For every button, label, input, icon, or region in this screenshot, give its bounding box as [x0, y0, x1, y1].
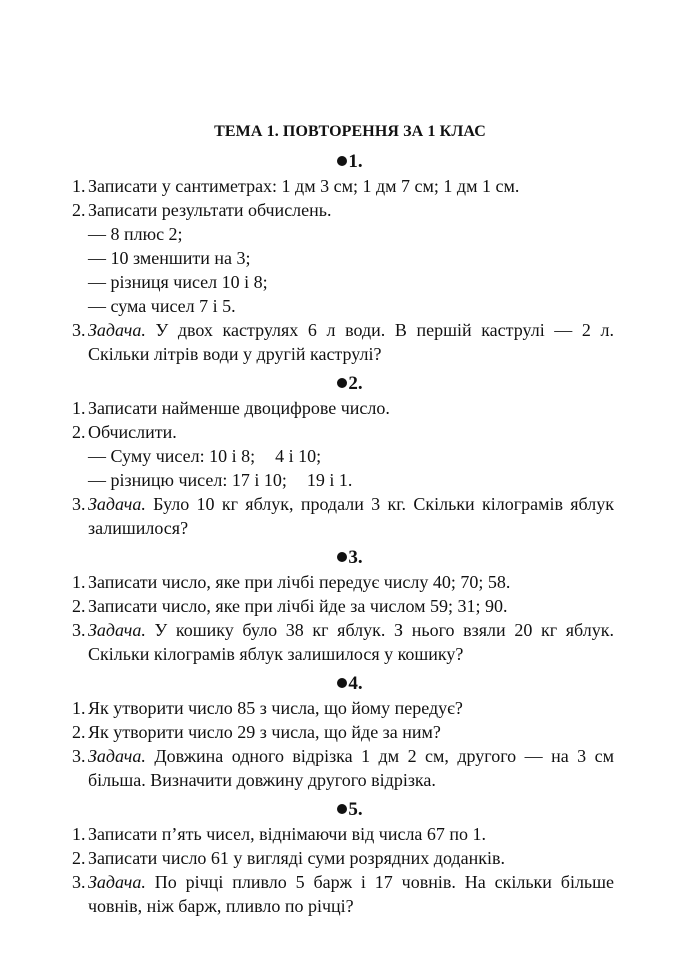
- bullet-icon: [337, 552, 347, 562]
- section-heading: 4.: [86, 672, 614, 696]
- page-title: ТЕМА 1. ПОВТОРЕННЯ ЗА 1 КЛАС: [214, 123, 486, 140]
- section-1: [74, 150, 614, 366]
- section-heading: 5.: [86, 798, 614, 822]
- bullet-icon: [337, 678, 347, 688]
- list-item: 2. Обчислити.: [72, 422, 177, 442]
- task-item: 3. Задача. Було 10 кг яблук, продали 3 кг. Скільки кілограмів яблук залишилося?: [72, 494, 614, 538]
- document-page: [74, 122, 614, 924]
- bullet-icon: [337, 378, 347, 388]
- list-item: 2. Записати число 61 у вигляді суми розрядних доданків.: [72, 848, 505, 868]
- list-item: 1. Записати п’ять чисел, віднімаючи від числа 67 по 1.: [72, 824, 487, 844]
- section-3: [74, 546, 614, 666]
- section-heading: 2.: [86, 372, 614, 396]
- bullet-icon: [337, 156, 347, 166]
- section-2: [74, 372, 614, 540]
- sub-item: — різницю чисел: 17 і 10; 19 і 1.: [88, 470, 353, 490]
- sub-item: — 8 плюс 2;: [88, 224, 183, 244]
- task-label: Задача.: [88, 620, 146, 640]
- list-item: 1. Записати у сантиметрах: 1 дм 3 см; 1 дм 7 см; 1 дм 1 см.: [72, 176, 520, 196]
- task-label: Задача.: [88, 494, 146, 514]
- list-item: 2. Записати результати обчислень.: [72, 200, 332, 220]
- sub-item: — Суму чисел: 10 і 8; 4 і 10;: [88, 446, 322, 466]
- task-item: 3. Задача. У кошику було 38 кг яблук. З нього взяли 20 кг яблук. Скільки кілограмів яблук залишилося у кошику?: [72, 620, 614, 664]
- task-label: Задача.: [88, 746, 146, 766]
- list-item: 2. Як утворити число 29 з числа, що йде за ним?: [72, 722, 441, 742]
- sub-item: — сума чисел 7 і 5.: [88, 296, 236, 316]
- task-item: 3. Задача. Довжина одного відрізка 1 дм 2 см, другого — на 3 см більша. Визначити довжину другого відрізка.: [72, 746, 614, 790]
- list-item: 2. Записати число, яке при лічбі йде за числом 59; 31; 90.: [72, 596, 508, 616]
- task-item: 3. Задача. По річці пливло 5 барж і 17 човнів. На скільки більше човнів, ніж барж, пливло по річці?: [72, 872, 614, 916]
- list-item: 1. Як утворити число 85 з числа, що йому передує?: [72, 698, 463, 718]
- list-item: 1. Записати найменше двоцифрове число.: [72, 398, 390, 418]
- section-heading: 1.: [86, 150, 614, 174]
- section-4: [74, 672, 614, 792]
- task-item: 3. Задача. У двох каструлях 6 л води. В першій каструлі — 2 л. Скільки літрів води у другій каструлі?: [72, 320, 614, 364]
- sub-item: — 10 зменшити на 3;: [88, 248, 251, 268]
- task-label: Задача.: [88, 872, 146, 892]
- section-5: [74, 798, 614, 918]
- section-heading: 3.: [86, 546, 614, 570]
- bullet-icon: [337, 804, 347, 814]
- task-label: Задача.: [88, 320, 146, 340]
- list-item: 1. Записати число, яке при лічбі передує числу 40; 70; 58.: [72, 572, 511, 592]
- sub-item: — різниця чисел 10 і 8;: [88, 272, 268, 292]
